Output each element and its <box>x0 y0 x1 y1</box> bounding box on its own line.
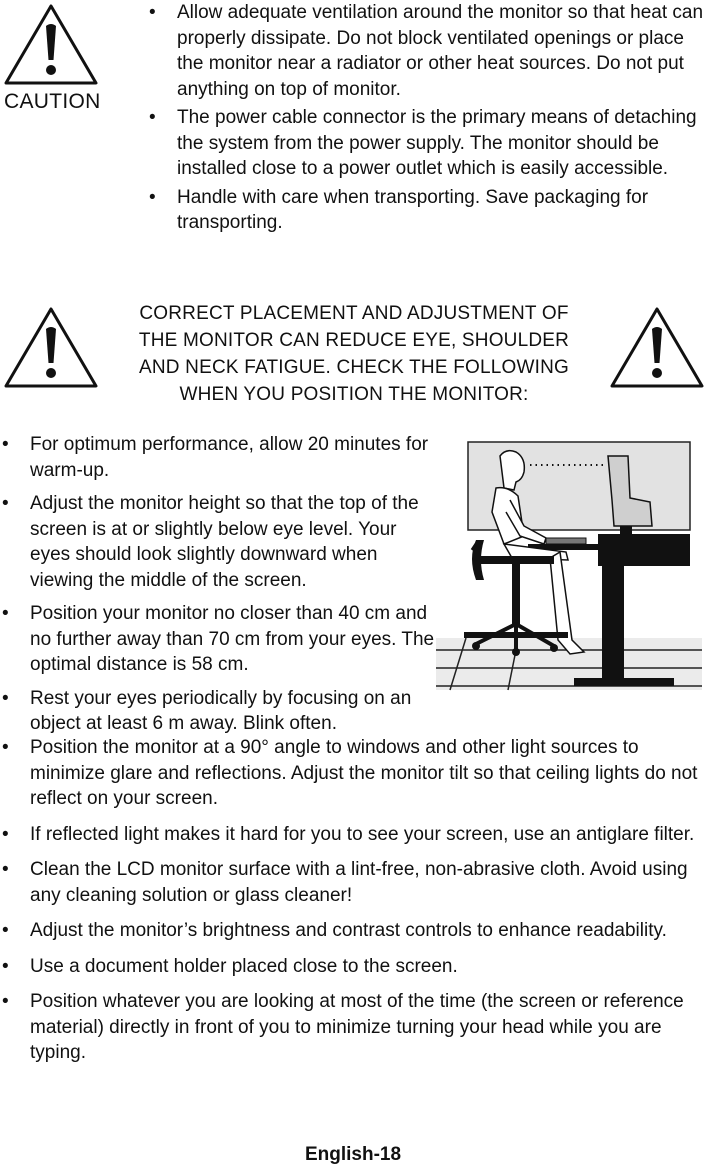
list-item: • Clean the LCD monitor surface with a lint-free, non-abrasive cloth. Avoid using any cleaning solution or glass cleaner! <box>30 857 706 908</box>
list-item: • Allow adequate ventilation around the monitor so that heat can properly dissipate. Do not block ventilated openings or place the monitor near a radiator or other heat sources. Do not put anything on top of monitor. <box>177 0 706 102</box>
list-item: • Position the monitor at a 90° angle to windows and other light sources to minimize glare and reflections. Adjust the monitor tilt so that ceiling lights do not reflect on your screen. <box>30 735 706 812</box>
page-number: English-18 <box>304 1144 402 1165</box>
caution-warning-icon <box>2 2 100 88</box>
caution-bullet-list <box>177 0 706 239</box>
list-item: • Rest your eyes periodically by focusing on an object at least 6 m away. Blink often. <box>30 686 440 737</box>
list-item: • Adjust the monitor’s brightness and contrast controls to enhance readability. <box>30 918 706 944</box>
list-item: • The power cable connector is the primary means of detaching the system from the power supply. The monitor should be installed close to a power outlet which is easily accessible. <box>177 105 706 182</box>
list-item: • Position whatever you are looking at most of the time (the screen or reference material) directly in front of you to minimize turning your head while you are typing. <box>30 989 706 1066</box>
list-item: • Position your monitor no closer than 40 cm and no further away than 70 cm from your eyes. The optimal distance is 58 cm. <box>30 601 440 678</box>
warning-left-icon <box>2 305 100 391</box>
list-item: • If reflected light makes it hard for you to see your screen, use an antiglare filter. <box>30 822 706 848</box>
warning-heading: CORRECT PLACEMENT AND ADJUSTMENT OF THE MONITOR CAN REDUCE EYE, SHOULDER AND NECK FATIGUE. CHECK THE FOLLOWING WHEN YOU POSITION THE MONITOR: <box>138 303 570 405</box>
list-item: • Handle with care when transporting. Save packaging for transporting. <box>177 185 706 236</box>
list-item: • Adjust the monitor height so that the top of the screen is at or slightly below eye level. Your eyes should look slightly downward when viewing the middle of the screen. <box>30 491 440 593</box>
placement-bullet-list <box>30 432 440 745</box>
warning-right-icon <box>608 305 706 391</box>
caution-label: CAUTION <box>4 90 101 113</box>
adjustment-bullet-list <box>30 735 706 1076</box>
list-item: • Use a document holder placed close to the screen. <box>30 954 706 980</box>
caution-block <box>0 0 112 120</box>
ergonomic-workstation-illustration <box>436 440 702 692</box>
list-item: • For optimum performance, allow 20 minutes for warm-up. <box>30 432 440 483</box>
